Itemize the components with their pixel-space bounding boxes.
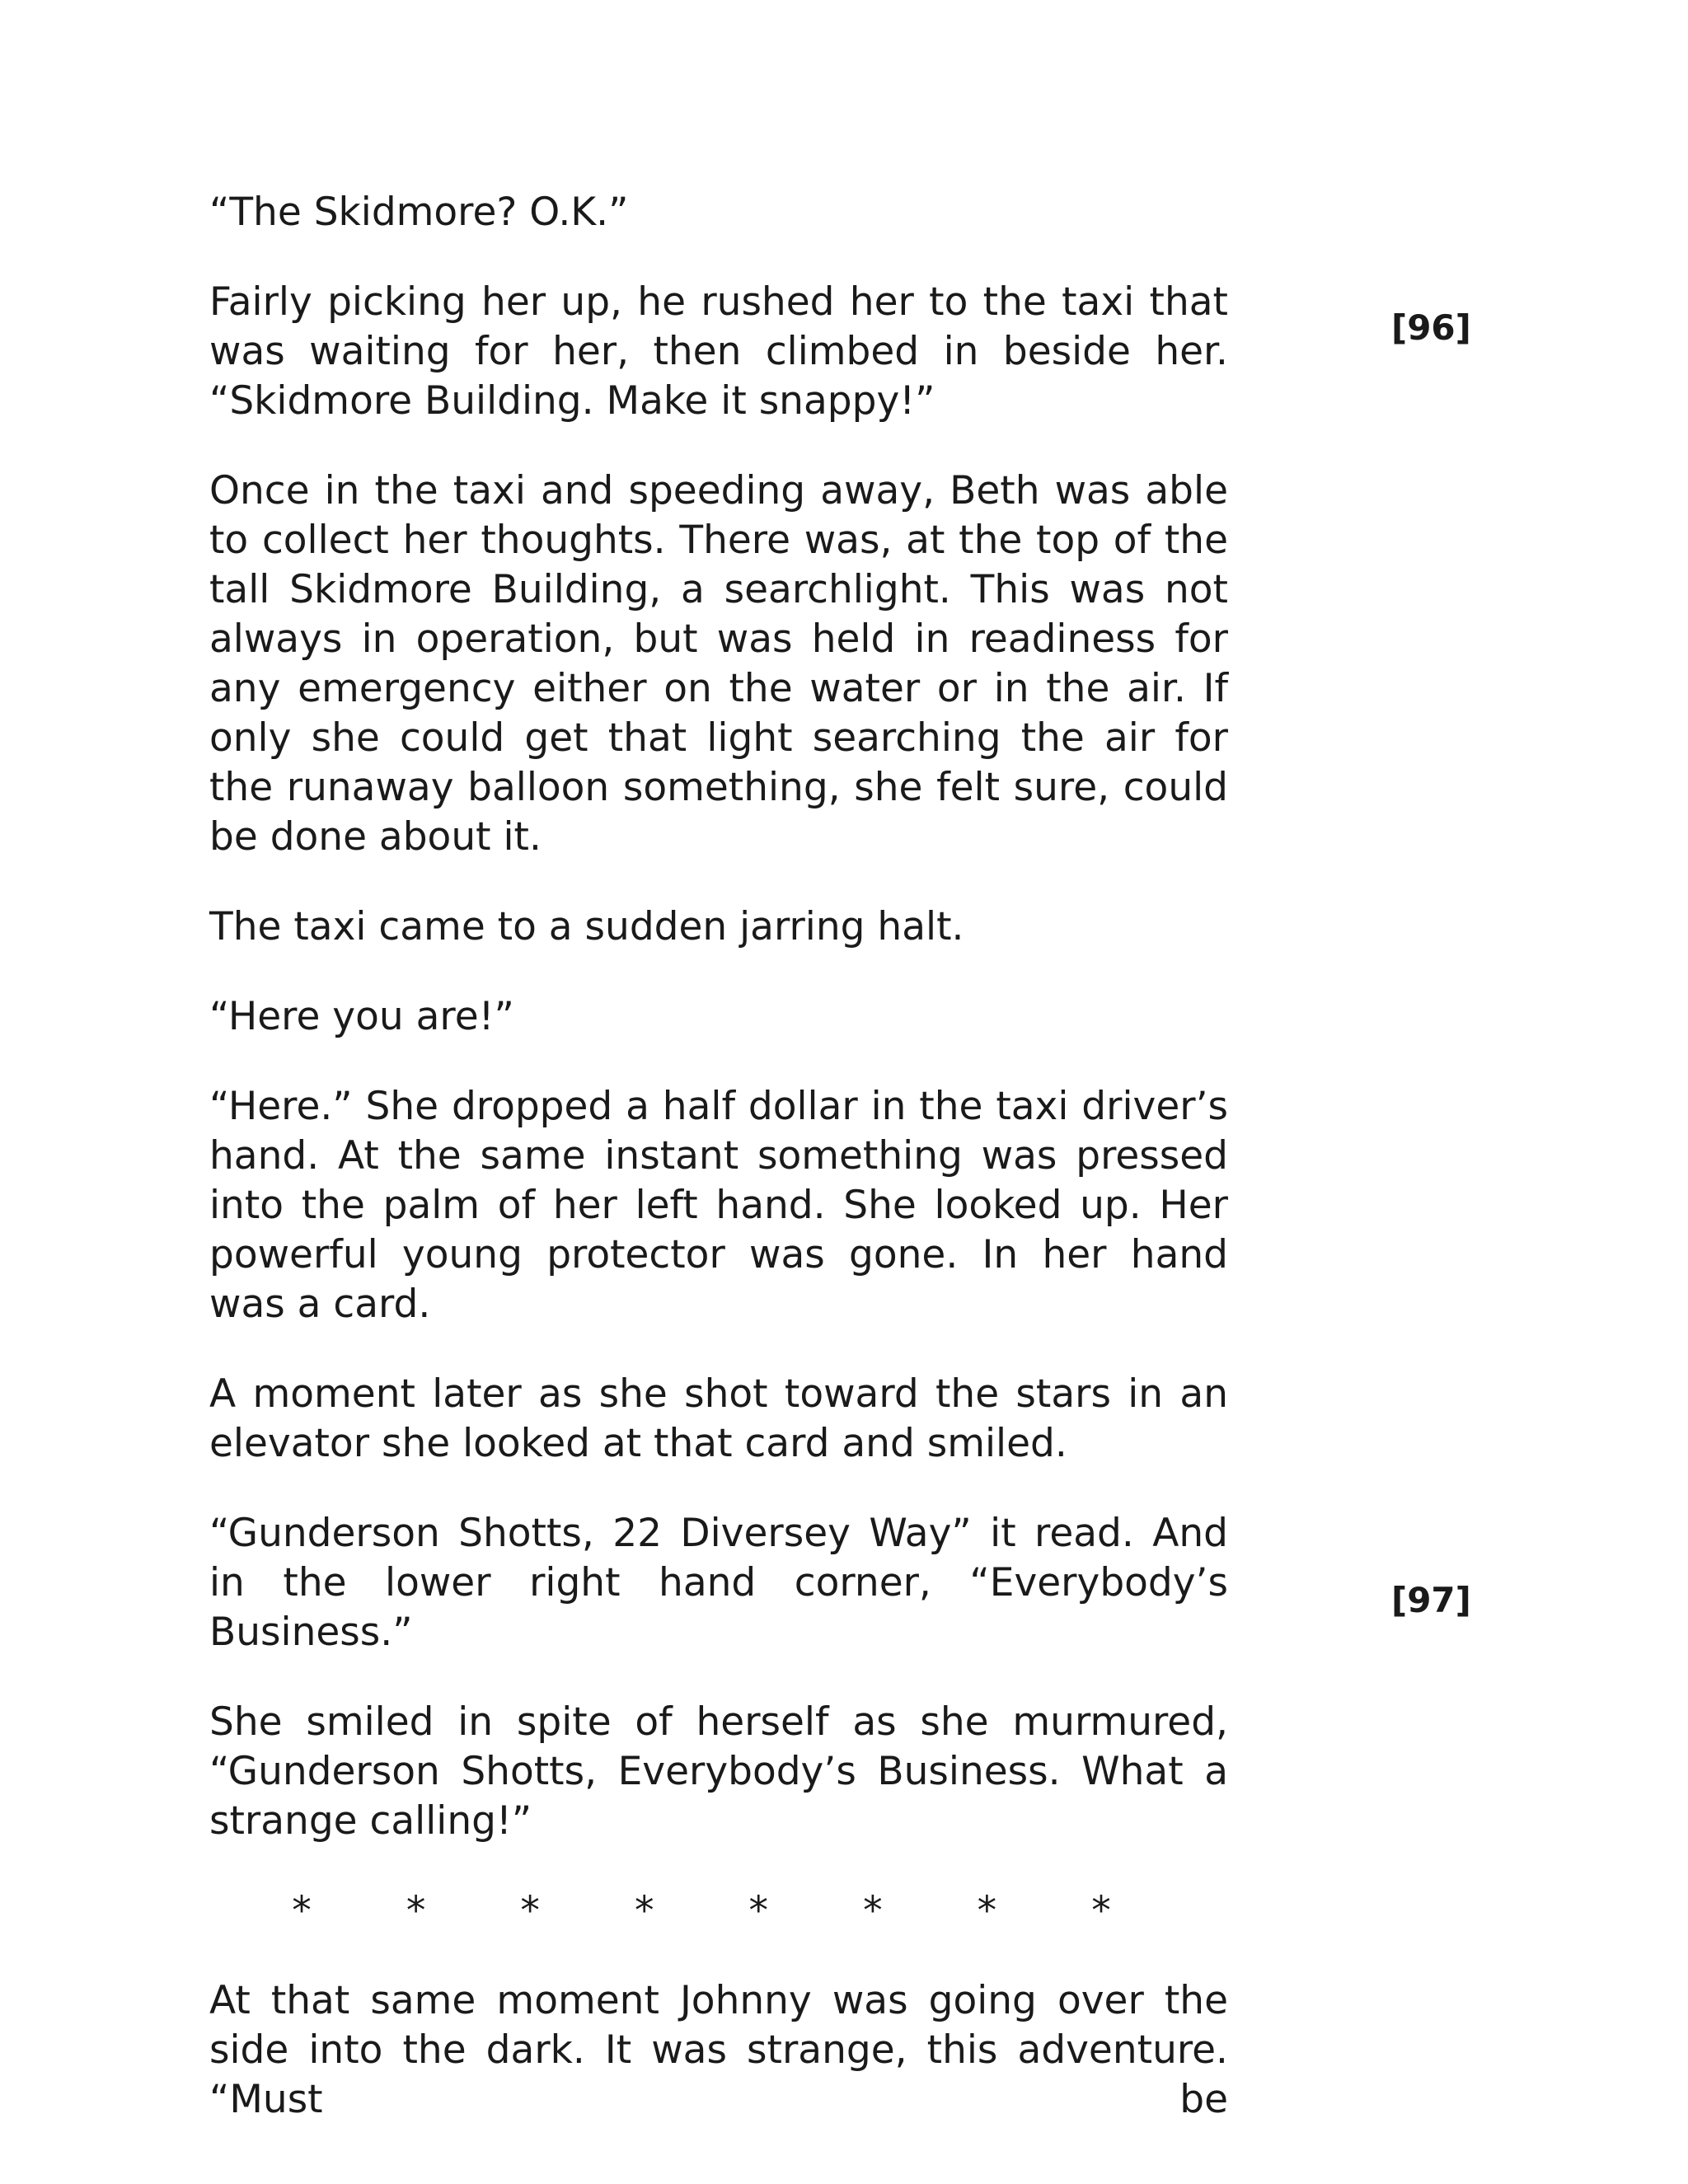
paragraph-6: “Here.” She dropped a half dollar in the taxi driver’s hand. At the same instant something was pressed into the palm of her left hand. She looked up. Her powerful young protector was gone. In her hand was a card.	[209, 1084, 1228, 1327]
paragraph-1: “The Skidmore? O.K.”	[209, 190, 629, 235]
paragraph-2: Fairly picking her up, he rushed her to the taxi that was waiting for her, then climbed in beside her. “Skidmore Building. Make it snappy!”	[209, 279, 1228, 424]
separator-asterisk: *	[1091, 1888, 1111, 1933]
separator-asterisk: *	[634, 1888, 654, 1933]
separator-asterisk: *	[292, 1888, 312, 1933]
paragraph-3: Once in the taxi and speeding away, Beth was able to collect her thoughts. There was, at the top of the tall Skidmore Building, a searchlight. This was not always in operation, but was held in readiness for any emergency either on the water or in the air. If only she could get that light searching the air for the runaway balloon something, she felt sure, could be done about it.	[209, 468, 1228, 860]
separator-asterisk: *	[863, 1888, 883, 1933]
paragraph-5: “Here you are!”	[209, 994, 514, 1039]
paragraph-8: “Gunderson Shotts, 22 Diversey Way” it read. And in the lower right hand corner, “Everybody’s Business.”	[209, 1511, 1228, 1655]
page-marker-96: [96]	[1391, 307, 1471, 348]
separator-asterisk: *	[406, 1888, 426, 1933]
paragraph-9: She smiled in spite of herself as she murmured, “Gunderson Shotts, Everybody’s Business. What a strange calling!”	[209, 1699, 1228, 1844]
separator-asterisk: *	[748, 1888, 768, 1933]
separator-asterisk: *	[977, 1888, 997, 1933]
section-separator	[285, 1886, 1118, 1936]
page-text-column	[209, 188, 1228, 2165]
page-marker-97: [97]	[1391, 1580, 1471, 1620]
separator-asterisk: *	[520, 1888, 540, 1933]
paragraph-7: A moment later as she shot toward the stars in an elevator she looked at that card and smiled.	[209, 1371, 1228, 1466]
paragraph-4: The taxi came to a sudden jarring halt.	[209, 904, 964, 949]
final-paragraph: At that same moment Johnny was going over the side into the dark. It was strange, this adventure. “Must be	[209, 1978, 1228, 2122]
